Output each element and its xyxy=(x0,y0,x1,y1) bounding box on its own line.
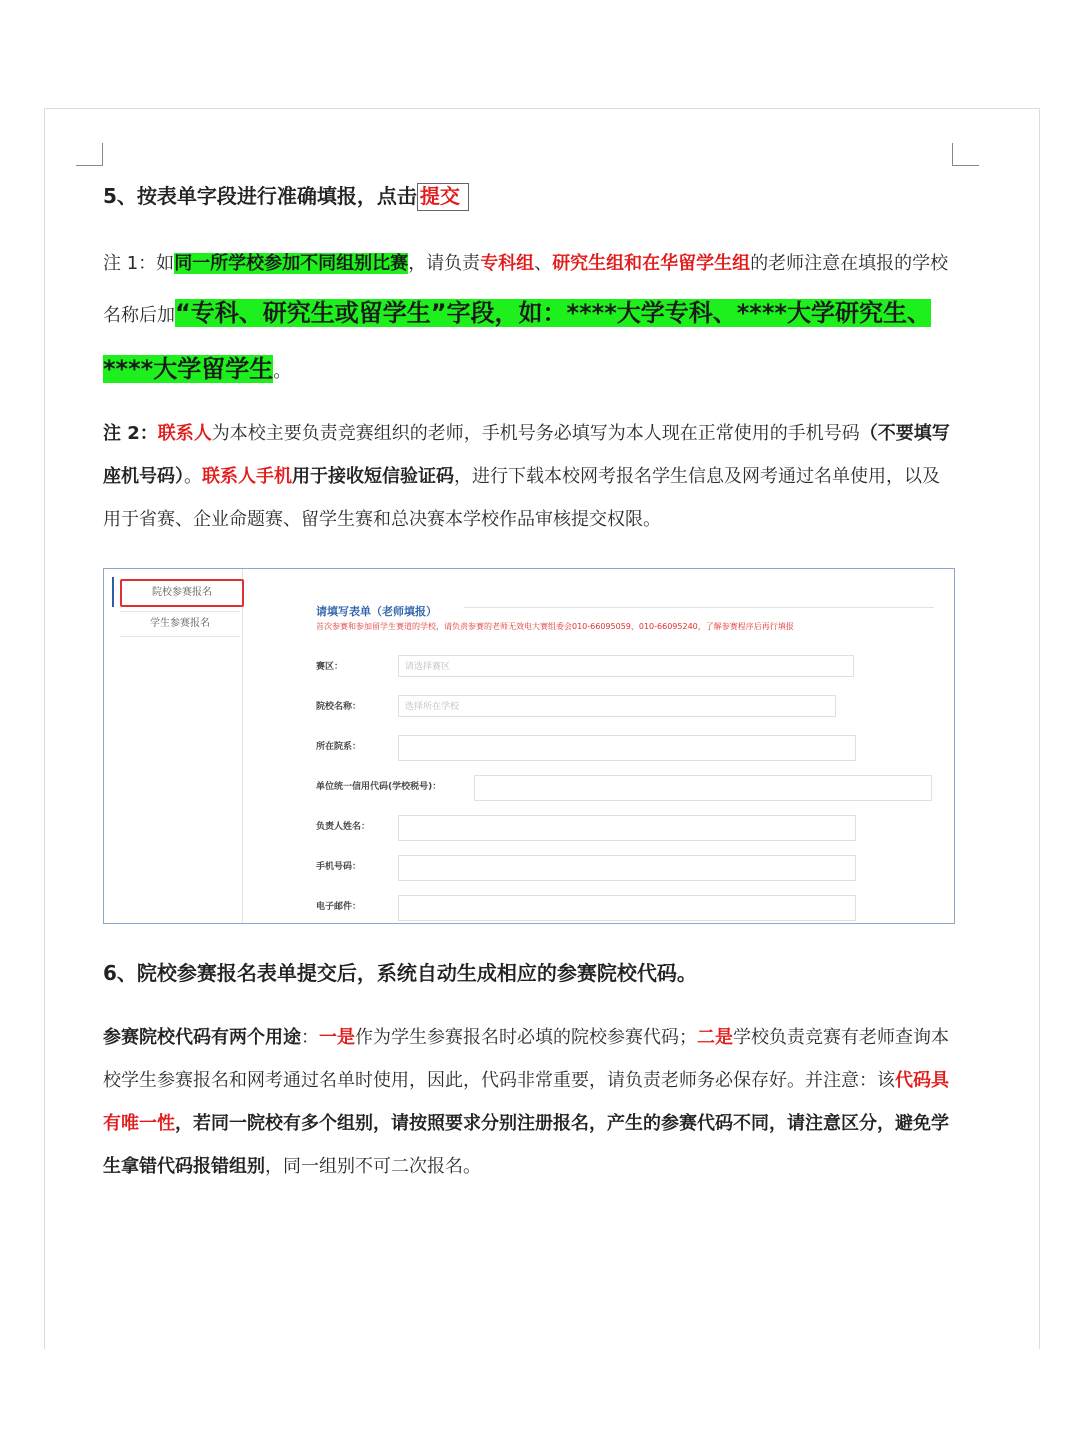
usage-text-3: ，同一组别不可二次报名。 xyxy=(265,1156,481,1177)
field-label: 负责人姓名： xyxy=(316,822,371,832)
usage-bold-1: ，若同一院校有多个组别，请按照要求分别注册报名，产生的参赛代码不同，请注意区分，避免学生拿错代码报错组别 xyxy=(103,1113,949,1177)
department-input[interactable] xyxy=(398,735,856,761)
field-label: 电子邮件： xyxy=(316,902,362,912)
sidebar-active-bar xyxy=(112,577,114,607)
email-input[interactable] xyxy=(398,895,856,921)
submit-keyword: 提交 xyxy=(417,183,469,211)
crop-mark-top-left xyxy=(76,143,103,166)
field-label: 所在院系： xyxy=(316,742,362,752)
step5-text: 5、按表单字段进行准确填报，点击 xyxy=(103,184,417,208)
usage-text-0: ： xyxy=(301,1027,319,1048)
note1-highlight-1: 同一所学校参加不同组别比赛 xyxy=(174,253,409,274)
note1-paragraph xyxy=(103,242,953,397)
step5-heading xyxy=(103,181,953,211)
usage-red-2: 二是 xyxy=(697,1027,733,1048)
note2-text-3: ，进行下载本校网考报名学生信息及网考通过名单使用，以及用于省赛、企业命题赛、留学生赛和总决赛本学校作品审核提交权限。 xyxy=(103,466,940,530)
note2-text-1: 为本校主要负责竞赛组织的老师，手机号务必填写为本人现在正常使用的手机号码 xyxy=(211,423,860,444)
usage-paragraph xyxy=(103,1016,953,1188)
usage-bold-0: 参赛院校代码有两个用途 xyxy=(103,1027,301,1048)
crop-mark-top-right xyxy=(952,143,979,166)
phone-input[interactable] xyxy=(398,855,856,881)
note1-text-3: 的老师注意在填报的学校名称后加 xyxy=(103,253,949,326)
usage-text-2: 学校负责竞赛有老师查询本校学生参赛报名和网考通过名单时使用，因此，代码非常重要，请负责老师务必保存好。并注意：该 xyxy=(103,1027,949,1091)
note2-bold-1: （不要填写座机号码） xyxy=(103,423,950,487)
screenshot-sidebar xyxy=(112,569,243,923)
field-label: 单位统一信用代码(学校税号)： xyxy=(316,782,442,792)
school-select[interactable]: 选择所在学校 xyxy=(398,695,836,717)
note2-text-2: 。 xyxy=(184,466,202,487)
note1-highlight-2: “专科、研究生或留学生”字段，如：****大学专科、****大学研究生、****大学留学生 xyxy=(103,299,931,383)
contact-name-input[interactable] xyxy=(398,815,856,841)
step6-heading: 6、院校参赛报名表单提交后，系统自动生成相应的参赛院校代码。 xyxy=(103,961,697,985)
credit-code-input[interactable] xyxy=(474,775,932,801)
form-title-divider xyxy=(464,607,934,608)
usage-red-1: 一是 xyxy=(319,1027,355,1048)
note2-red-1: 联系人 xyxy=(157,423,212,444)
note1-label: 注 1：如 xyxy=(103,253,175,274)
sidebar-item-school-registration[interactable]: 院校参赛报名 xyxy=(120,579,244,607)
field-label: 手机号码： xyxy=(316,862,362,872)
registration-form-screenshot xyxy=(103,568,955,924)
form-notice: 首次参赛和参加留学生赛道的学校，请负责参赛的老师无效电大赛组委会010-66095059、010-66095240，了解参赛程序后再行填报 xyxy=(316,622,794,631)
field-label: 院校名称： xyxy=(316,702,362,712)
note2-label: 注 2： xyxy=(103,423,158,444)
note1-text-1: ，请负责 xyxy=(408,253,481,274)
note2-bold-2: 用于接收短信验证码 xyxy=(292,466,454,487)
form-title: 请填写表单（老师填报） xyxy=(316,605,437,618)
region-select[interactable]: 请选择赛区 xyxy=(398,655,854,677)
note1-text-4: 。 xyxy=(273,361,292,382)
usage-red-3: 代码具有唯一性 xyxy=(103,1070,949,1134)
field-label: 赛区： xyxy=(316,662,344,672)
note2-paragraph xyxy=(103,412,953,541)
usage-text-1: 作为学生参赛报名时必填的院校参赛代码； xyxy=(355,1027,697,1048)
note1-red-2: 研究生组和在华留学生组 xyxy=(552,253,751,274)
note1-text-2: 、 xyxy=(534,253,553,274)
note2-red-2: 联系人手机 xyxy=(202,466,292,487)
note1-red-1: 专科组 xyxy=(480,253,535,274)
sidebar-item-student-registration[interactable]: 学生参赛报名 xyxy=(120,611,240,637)
